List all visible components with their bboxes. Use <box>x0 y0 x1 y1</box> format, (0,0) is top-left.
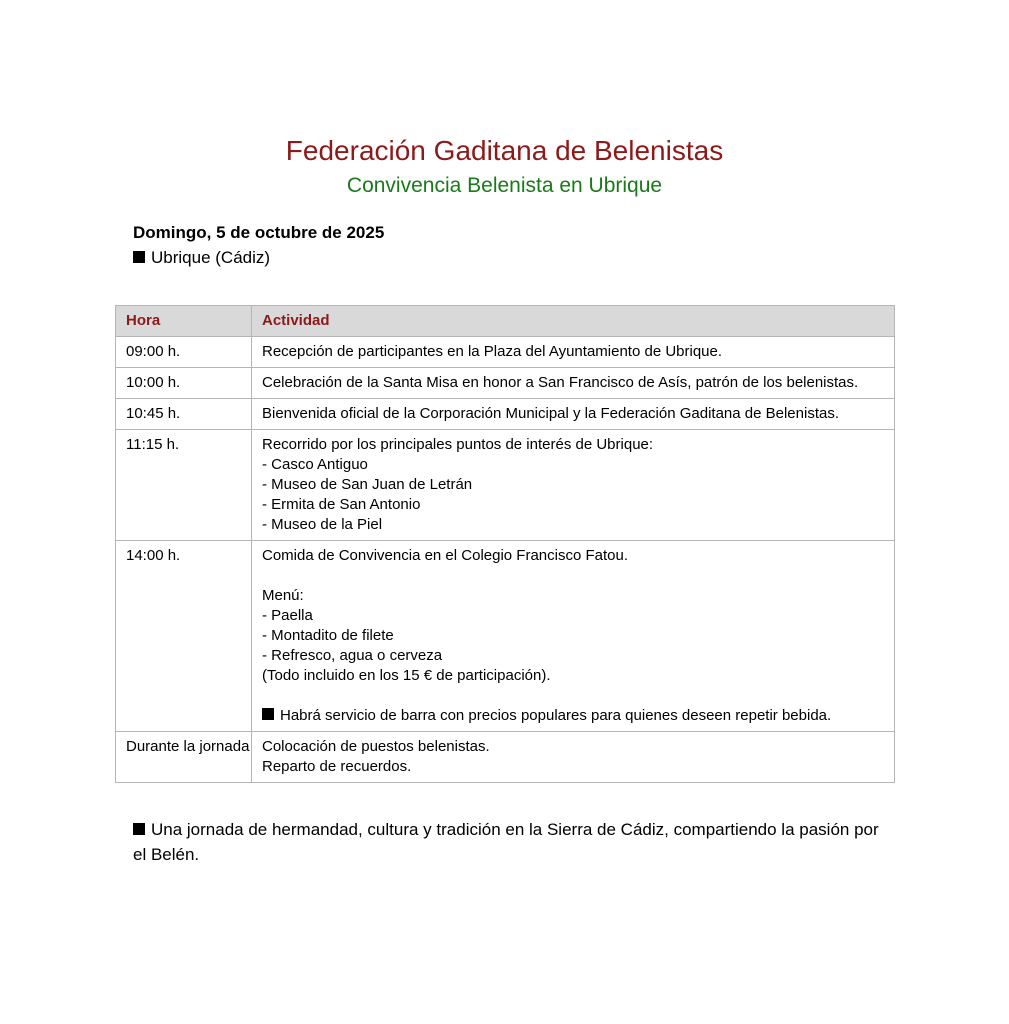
activity-line: Colocación de puestos belenistas. <box>262 738 490 755</box>
row-time: Durante la jornada <box>116 732 252 783</box>
table-row <box>116 732 895 783</box>
event-location: Ubrique (Cádiz) <box>151 248 271 267</box>
row-activity <box>252 337 895 368</box>
row-activity <box>252 399 895 430</box>
table-row <box>116 368 895 399</box>
row-time: 10:45 h. <box>116 399 252 430</box>
activity-line: - Ermita de San Antonio <box>262 496 421 513</box>
closing-paragraph <box>133 817 893 867</box>
square-bullet-icon <box>133 823 145 835</box>
schedule-table <box>115 305 895 783</box>
spacer <box>262 566 884 586</box>
activity-line: Comida de Convivencia en el Colegio Francisco Fatou. <box>262 547 629 564</box>
row-activity <box>252 541 895 732</box>
page-subtitle: Convivencia Belenista en Ubrique <box>346 174 663 197</box>
square-bullet-icon <box>262 708 274 720</box>
activity-line-note <box>262 706 884 726</box>
row-time: 09:00 h. <box>116 337 252 368</box>
table-row <box>116 541 895 732</box>
activity-line: - Casco Antiguo <box>262 456 368 473</box>
column-header-actividad: Actividad <box>252 306 895 337</box>
table-row <box>116 337 895 368</box>
page-title: Federación Gaditana de Belenistas <box>285 135 724 166</box>
activity-line: Menú: <box>262 587 304 604</box>
activity-line: - Museo de San Juan de Letrán <box>262 476 473 493</box>
activity-line: Celebración de la Santa Misa en honor a San Francisco de Asís, patrón de los belenistas. <box>262 374 859 391</box>
activity-line: (Todo incluido en los 15 € de participación). <box>262 667 551 684</box>
activity-line: Bienvenida oficial de la Corporación Municipal y la Federación Gaditana de Belenistas. <box>262 405 840 422</box>
row-activity <box>252 430 895 541</box>
activity-line: - Montadito de filete <box>262 627 394 644</box>
table-header-row <box>116 306 895 337</box>
row-time: 14:00 h. <box>116 541 252 732</box>
bar-service-note: Habrá servicio de barra con precios populares para quienes deseen repetir bebida. <box>280 707 832 724</box>
row-time: 10:00 h. <box>116 368 252 399</box>
column-header-hora: Hora <box>116 306 252 337</box>
activity-line: - Museo de la Piel <box>262 516 383 533</box>
event-location-line <box>133 246 270 270</box>
table-row <box>116 399 895 430</box>
square-bullet-icon <box>133 251 145 263</box>
activity-line: - Paella <box>262 607 313 624</box>
closing-text: Una jornada de hermandad, cultura y tradición en la Sierra de Cádiz, compartiendo la pasión por el Belén. <box>133 820 879 864</box>
activity-line: - Refresco, agua o cerveza <box>262 647 443 664</box>
activity-line: Recepción de participantes en la Plaza del Ayuntamiento de Ubrique. <box>262 343 723 360</box>
row-time: 11:15 h. <box>116 430 252 541</box>
event-date: Domingo, 5 de octubre de 2025 <box>133 223 385 242</box>
row-activity <box>252 368 895 399</box>
activity-line: Reparto de recuerdos. <box>262 758 412 775</box>
spacer <box>262 686 884 706</box>
activity-line: Recorrido por los principales puntos de interés de Ubrique: <box>262 436 654 453</box>
row-activity <box>252 732 895 783</box>
table-row <box>116 430 895 541</box>
